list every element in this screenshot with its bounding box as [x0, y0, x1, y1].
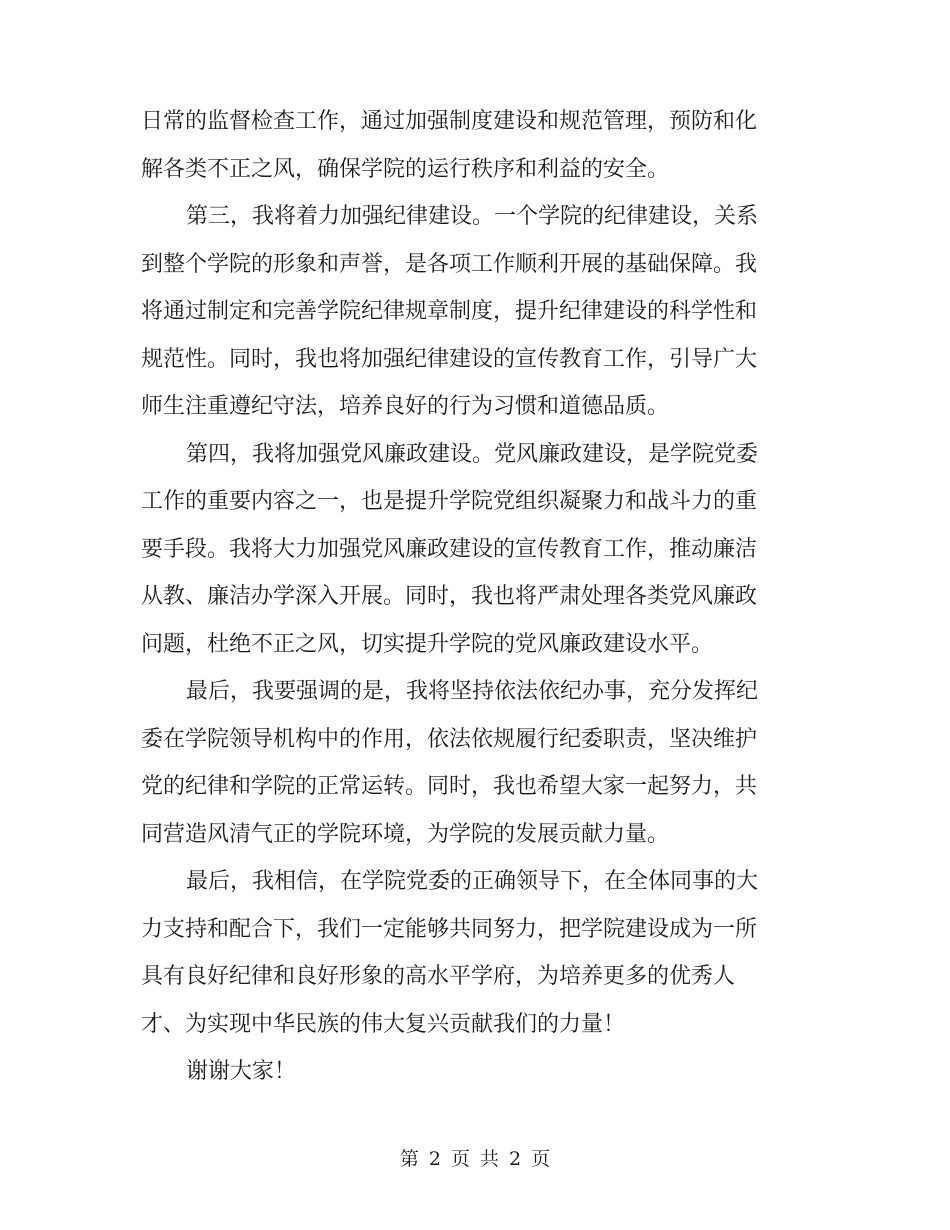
paragraph-line: 从教、廉洁办学深入开展。同时，我也将严肃处理各类党风廉政	[141, 584, 758, 609]
paragraph-line: 解各类不正之风，确保学院的运行秩序和利益的安全。	[141, 156, 670, 182]
paragraph-line: 同营造风清气正的学院环境，为学院的发展贡献力量。	[141, 821, 670, 847]
paragraph-line: 问题，杜绝不正之风，切实提升学院的党风廉政建设水平。	[141, 631, 714, 657]
document-body	[141, 98, 811, 1096]
paragraph-line: 日常的监督检查工作，通过加强制度建设和规范管理，预防和化	[141, 109, 758, 134]
closing-line: 谢谢大家！	[186, 1059, 297, 1084]
paragraph-line: 才、为实现中华民族的伟大复兴贡献我们的力量！	[141, 1011, 626, 1037]
paragraph-line: 第三，我将着力加强纪律建设。一个学院的纪律建设，关系	[186, 204, 759, 229]
paragraph-line: 委在学院领导机构中的作用，依法依规履行纪委职责，坚决维护	[141, 726, 758, 752]
paragraph-line: 第四，我将加强党风廉政建设。党风廉政建设，是学院党委	[186, 441, 759, 467]
paragraph-line: 规范性。同时，我也将加强纪律建设的宣传教育工作，引导广大	[141, 346, 758, 372]
paragraph-line: 具有良好纪律和良好形象的高水平学府，为培养更多的优秀人	[141, 964, 736, 989]
paragraph-line: 最后，我要强调的是，我将坚持依法依纪办事，充分发挥纪	[186, 679, 759, 704]
page-number-footer: 第 2 页 共 2 页	[399, 1148, 551, 1170]
paragraph-line: 党的纪律和学院的正常运转。同时，我也希望大家一起努力，共	[141, 774, 758, 799]
paragraph-line: 力支持和配合下，我们一定能够共同努力，把学院建设成为一所	[141, 916, 758, 942]
paragraph-line: 工作的重要内容之一，也是提升学院党组织凝聚力和战斗力的重	[141, 489, 758, 514]
paragraph-line: 师生注重遵纪守法，培养良好的行为习惯和道德品质。	[141, 394, 670, 419]
paragraph-line: 到整个学院的形象和声誉，是各项工作顺利开展的基础保障。我	[141, 251, 758, 277]
paragraph-line: 最后，我相信，在学院党委的正确领导下，在全体同事的大	[186, 869, 759, 894]
paragraph-line: 将通过制定和完善学院纪律规章制度，提升纪律建设的科学性和	[141, 299, 758, 324]
paragraph-line: 要手段。我将大力加强党风廉政建设的宣传教育工作，推动廉洁	[141, 536, 758, 562]
